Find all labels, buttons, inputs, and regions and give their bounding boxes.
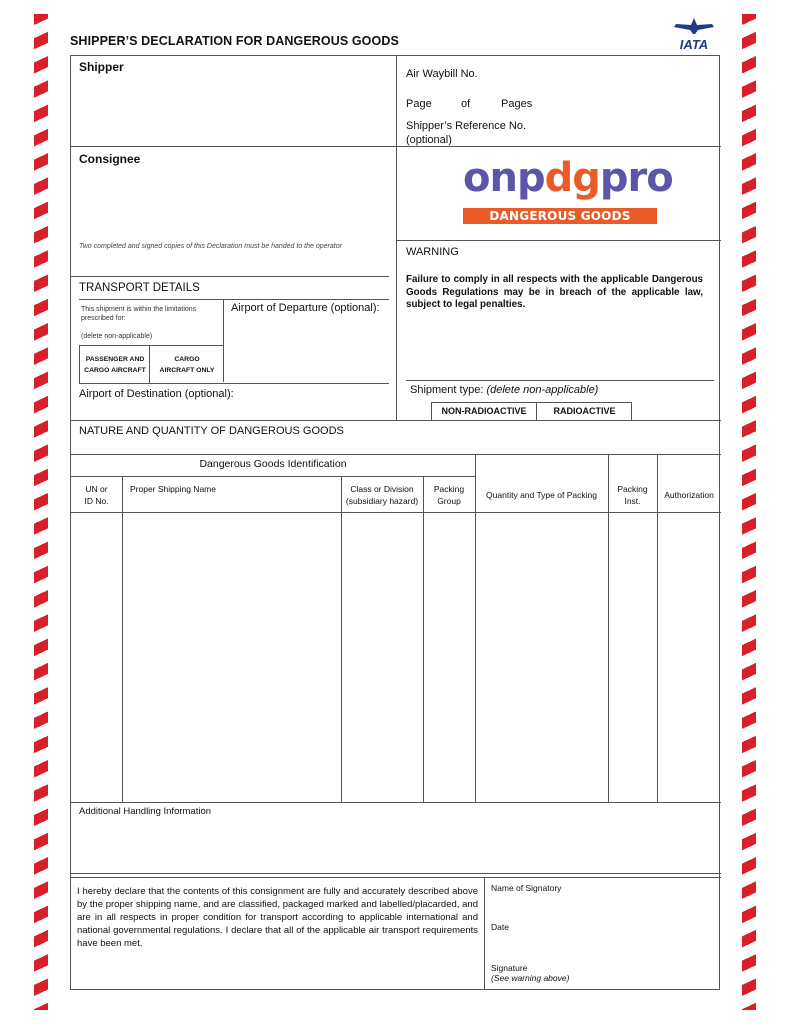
divider [71, 802, 721, 803]
declaration-form [70, 55, 720, 990]
warning-label: WARNING [406, 246, 459, 258]
passenger-cargo-option[interactable]: PASSENGER AND CARGO AIRCRAFT [84, 356, 146, 374]
divider [79, 383, 389, 384]
see-warning-note: (See warning above) [491, 973, 570, 983]
airplane-icon [668, 16, 720, 52]
left-border-stripe [34, 14, 48, 1010]
pages-label: Pages [501, 98, 533, 110]
non-radioactive-option[interactable]: NON-RADIOACTIVE [441, 406, 527, 416]
radioactive-option[interactable]: RADIOACTIVE [553, 406, 616, 416]
delete-note: (delete non-applicable) [81, 333, 153, 340]
shipment-type-options [431, 402, 632, 420]
date-label[interactable]: Date [491, 922, 509, 932]
col-header-authorization: Authorization [664, 490, 714, 500]
iata-logo [668, 16, 720, 52]
divider [149, 346, 150, 383]
divider [71, 276, 389, 277]
nature-quantity-label: NATURE AND QUANTITY OF DANGEROUS GOODS [79, 425, 344, 437]
divider [71, 873, 721, 874]
shipper-reference-label[interactable]: Shipper’s Reference No. [406, 120, 527, 132]
signature-label[interactable]: Signature [491, 963, 528, 973]
divider [71, 420, 721, 421]
cargo-only-option[interactable]: CARGO AIRCRAFT ONLY [159, 356, 215, 374]
consignee-label: Consignee [79, 152, 141, 166]
divider [71, 146, 721, 147]
divider [79, 299, 389, 300]
divider [71, 454, 721, 455]
departure-label[interactable]: Airport of Departure (optional): [231, 302, 380, 314]
divider [396, 240, 721, 241]
logo-onp: onp [463, 155, 545, 201]
destination-label[interactable]: Airport of Destination (optional): [79, 388, 234, 400]
dg-identification-header: Dangerous Goods Identification [199, 458, 347, 470]
col-header-quantity: Quantity and Type of Packing [486, 490, 597, 500]
divider [406, 380, 714, 381]
logo-dg: dg [544, 155, 600, 201]
col-header-psn: Proper Shipping Name [130, 484, 216, 494]
logo-banner: DANGEROUS GOODS SERVICES [463, 208, 657, 224]
top-divider [396, 56, 397, 421]
air-waybill-label[interactable]: Air Waybill No. [406, 68, 478, 80]
iata-logo-text: IATA [679, 37, 709, 52]
page-label[interactable]: Page [406, 98, 432, 110]
col-header-un: UN or ID No. [84, 484, 109, 506]
right-border-stripe [742, 14, 756, 1010]
declaration-text: I hereby declare that the contents of this consignment are fully and accurately described above by the proper shipping name, and are classified, packaged marked and labelled/placarded, and are in all respects in proper condition for transport according to applicable international and national governmental regulations. I declare that all of the applicable air transport requirements have been met. [77, 886, 478, 949]
additional-handling-label[interactable]: Additional Handling Information [79, 806, 212, 817]
col-header-packing-inst: Packing Inst. [617, 484, 648, 506]
limitations-text: This shipment is within the limitations prescribed for: [81, 306, 197, 322]
shipment-type-label: Shipment type: (delete non-applicable) [410, 384, 599, 396]
col-header-packing-group: Packing Group [433, 484, 465, 506]
page-title: SHIPPER’S DECLARATION FOR DANGEROUS GOODS [70, 34, 399, 48]
warning-text: Failure to comply in all respects with the applicable Dangerous Goods Regulations may be in breach of the applicable law, subject to legal penalties. [406, 274, 703, 310]
dangerous-goods-table-body[interactable] [71, 513, 721, 802]
divider [71, 476, 475, 477]
transport-details-label: TRANSPORT DETAILS [79, 282, 200, 294]
logo-pro: pro [599, 155, 673, 201]
copies-notice: Two completed and signed copies of this Declaration must be handed to the operator [79, 243, 342, 250]
page-of-label: of [461, 98, 471, 110]
divider [484, 877, 485, 990]
col-header-class: Class or Division (subsidiary hazard) [345, 484, 419, 506]
divider [71, 877, 721, 878]
signatory-label[interactable]: Name of Signatory [491, 883, 562, 893]
shipper-label: Shipper [79, 60, 124, 74]
aircraft-options [79, 345, 224, 383]
company-logo [463, 155, 673, 239]
shipper-reference-optional: (optional) [406, 134, 452, 146]
